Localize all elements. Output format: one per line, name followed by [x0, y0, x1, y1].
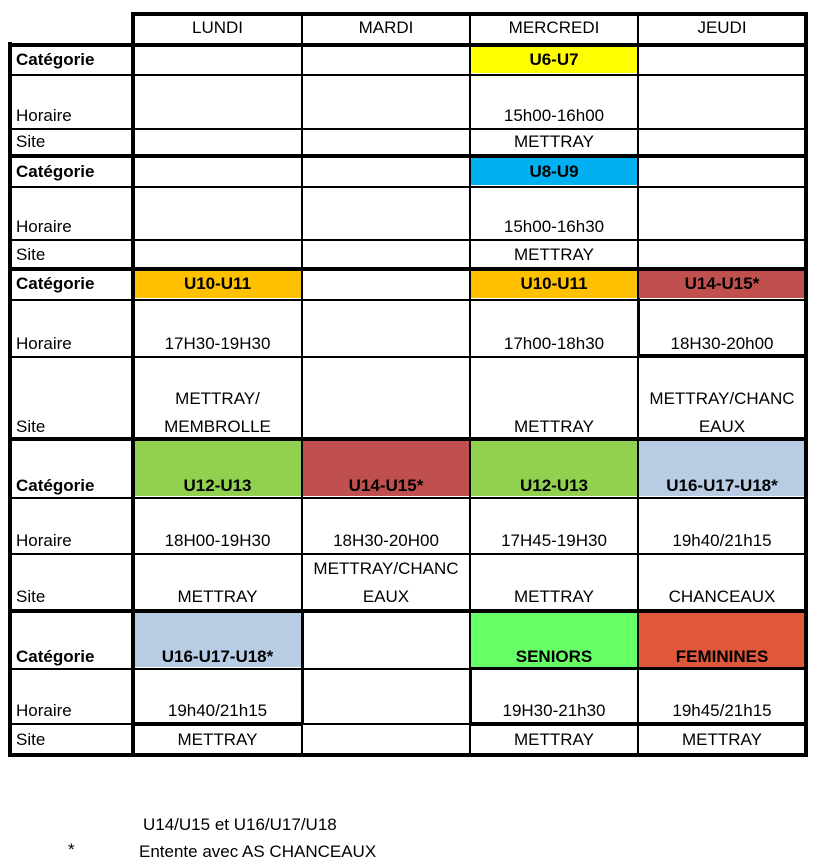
- category-label: U10-U11: [183, 274, 252, 293]
- column-line: [637, 12, 639, 757]
- row-label-horaire: Horaire: [16, 701, 72, 720]
- row-label-site: Site: [16, 587, 46, 606]
- category-label: U16-U17-U18*: [666, 476, 778, 495]
- table-right-border: [804, 12, 808, 757]
- site-value: CHANCEAUX: [668, 587, 776, 606]
- category-label: U14-U15*: [684, 274, 760, 293]
- thick-cell-border: [469, 667, 472, 725]
- row-label-categorie: Catégorie: [16, 50, 95, 69]
- block-separator: [8, 609, 808, 613]
- footnote-groups: U14/U15 et U16/U17/U18: [143, 815, 337, 834]
- horaire-value: 17H30-19H30: [164, 334, 271, 353]
- row-label-categorie: Catégorie: [16, 162, 95, 181]
- label-column-border: [131, 12, 135, 757]
- horaire-value: 17H45-19H30: [501, 531, 607, 550]
- horaire-value: 17h00-18h30: [503, 334, 605, 353]
- category-label: U16-U17-U18*: [161, 647, 274, 666]
- category-label: U12-U13: [519, 476, 589, 495]
- site-value: EAUX: [698, 417, 746, 436]
- row-label-horaire: Horaire: [16, 106, 72, 125]
- horaire-value: 18H30-20H00: [333, 531, 439, 550]
- block-separator: [8, 267, 808, 271]
- row-line: [8, 299, 808, 301]
- horaire-value: 15h00-16h30: [503, 217, 605, 236]
- thick-cell-border: [469, 722, 808, 726]
- site-value: METTRAY: [514, 245, 594, 264]
- category-label: U10-U11: [520, 274, 588, 293]
- row-line: [8, 128, 808, 130]
- site-value: METTRAY/CHANC: [313, 559, 459, 578]
- thick-cell-border: [637, 354, 808, 358]
- site-value: METTRAY: [514, 730, 594, 749]
- horaire-value: 19h40/21h15: [672, 531, 772, 550]
- site-value: EAUX: [362, 587, 410, 606]
- thick-cell-border: [469, 667, 808, 670]
- horaire-value: 19h40/21h15: [167, 701, 268, 720]
- row-label-categorie: Catégorie: [16, 647, 95, 666]
- horaire-value: 19H30-21h30: [502, 701, 606, 720]
- horaire-value: 19h45/21h15: [672, 701, 772, 720]
- site-value: METTRAY: [682, 730, 762, 749]
- thick-cell-border: [637, 298, 640, 358]
- horaire-value: 15h00-16h00: [503, 106, 605, 125]
- thick-cell-border: [132, 722, 303, 726]
- row-label-horaire: Horaire: [16, 217, 72, 236]
- row-label-categorie: Catégorie: [16, 476, 95, 495]
- row-label-categorie: Catégorie: [16, 274, 95, 293]
- site-value: METTRAY: [177, 587, 258, 606]
- block-separator: [8, 43, 808, 47]
- table-bottom-border: [8, 753, 808, 757]
- row-label-site: Site: [16, 132, 46, 151]
- site-value: METTRAY/: [175, 389, 260, 408]
- day-header-lundi: LUNDI: [191, 18, 243, 37]
- site-value: METTRAY/CHANC: [649, 389, 795, 408]
- horaire-value: 18H00-19H30: [164, 531, 271, 550]
- day-header-mardi: MARDI: [358, 18, 414, 37]
- footnote-asterisk: *: [68, 840, 75, 859]
- row-line: [8, 553, 808, 555]
- category-label: FEMININES: [675, 647, 769, 666]
- category-label: U14-U15*: [348, 476, 424, 495]
- category-label: U8-U9: [529, 162, 579, 181]
- row-label-horaire: Horaire: [16, 531, 72, 550]
- row-line: [8, 186, 808, 188]
- block-separator: [8, 154, 808, 158]
- category-label: U6-U7: [529, 50, 579, 69]
- table-left-border: [8, 42, 12, 757]
- row-label-site: Site: [16, 417, 46, 436]
- day-header-mercredi: MERCREDI: [508, 18, 600, 37]
- column-line: [469, 12, 471, 757]
- site-value: METTRAY: [514, 587, 594, 606]
- row-line: [8, 497, 808, 499]
- row-line: [8, 74, 808, 76]
- site-value: METTRAY: [514, 132, 594, 151]
- footnote-text: Entente avec AS CHANCEAUX: [139, 842, 377, 861]
- day-header-jeudi: JEUDI: [697, 18, 747, 37]
- row-line: [8, 239, 808, 241]
- horaire-value: 18H30-20h00: [670, 334, 774, 353]
- category-label: U12-U13: [183, 476, 252, 495]
- thick-cell-border: [301, 612, 304, 725]
- block-separator: [8, 437, 808, 441]
- site-value: MEMBROLLE: [164, 417, 271, 436]
- site-value: METTRAY: [177, 730, 258, 749]
- site-value: METTRAY: [514, 417, 594, 436]
- row-label-site: Site: [16, 245, 46, 264]
- row-label-site: Site: [16, 730, 46, 749]
- category-label: SENIORS: [515, 647, 593, 666]
- row-label-horaire: Horaire: [16, 334, 72, 353]
